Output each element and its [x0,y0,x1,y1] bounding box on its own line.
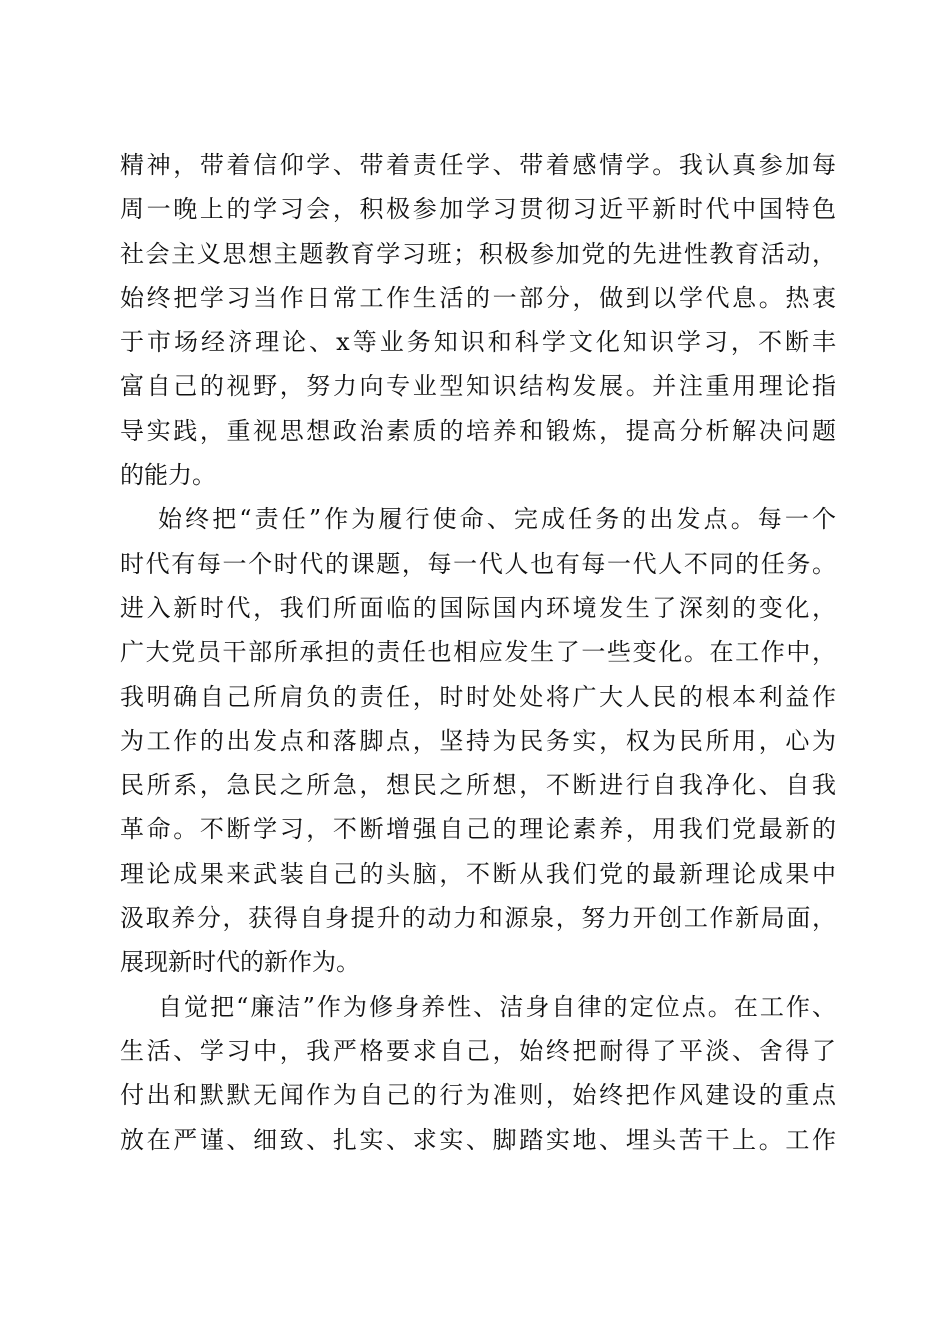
text-line: 革命。不断学习，不断增强自己的理论素养，用我们党最新的 [120,815,836,844]
text-line: 展现新时代的新作为。 [120,948,360,977]
text-line: 付出和默默无闻作为自己的行为准则，始终把作风建设的重点 [120,1081,836,1110]
text-line: 进入新时代，我们所面临的国际国内环境发生了深刻的变化， [120,593,836,622]
text-line: 精神，带着信仰学、带着责任学、带着感情学。我认真参加每 [120,151,836,179]
text-line: 汲取养分，获得自身提升的动力和源泉，努力开创工作新局面， [120,904,836,933]
text-line: 广大党员干部所承担的责任也相应发生了一些变化。在工作中， [120,638,836,667]
text-line: 我明确自己所肩负的责任，时时处处将广大人民的根本利益作 [120,682,836,711]
text-line: 的能力。 [120,461,216,490]
text-line: 富自己的视野，努力向专业型知识结构发展。并注重用理论指 [120,372,836,401]
text-line: 始终把学习当作日常工作生活的一部分，做到以学代息。热衷 [120,283,836,312]
text-line: 导实践，重视思想政治素质的培养和锻炼，提高分析解决问题 [120,416,836,445]
paragraph-first-line: 自觉把“廉洁”作为修身养性、洁身自律的定位点。在工作、 [158,992,836,1021]
text-line: 放在严谨、细致、扎实、求实、脚踏实地、埋头苦干上。工作 [120,1125,836,1154]
text-line: 民所系，急民之所急，想民之所想，不断进行自我净化、自我 [120,771,836,800]
body-text [120,143,836,1162]
paragraph-first-line: 始终把“责任”作为履行使命、完成任务的出发点。每一个 [158,505,836,534]
text-line: 周一晚上的学习会，积极参加学习贯彻习近平新时代中国特色 [120,195,836,224]
text-line: 生活、学习中，我严格要求自己，始终把耐得了平淡、舍得了 [120,1036,836,1065]
text-line: 理论成果来武装自己的头脑，不断从我们党的最新理论成果中 [120,859,836,888]
text-line: 时代有每一个时代的课题，每一代人也有每一代人不同的任务。 [120,549,836,578]
text-line: 为工作的出发点和落脚点，坚持为民务实，权为民所用，心为 [120,726,836,755]
text-line: 于市场经济理论、x等业务知识和科学文化知识学习，不断丰 [120,328,836,357]
text-line: 社会主义思想主题教育学习班；积极参加党的先进性教育活动， [120,239,836,268]
